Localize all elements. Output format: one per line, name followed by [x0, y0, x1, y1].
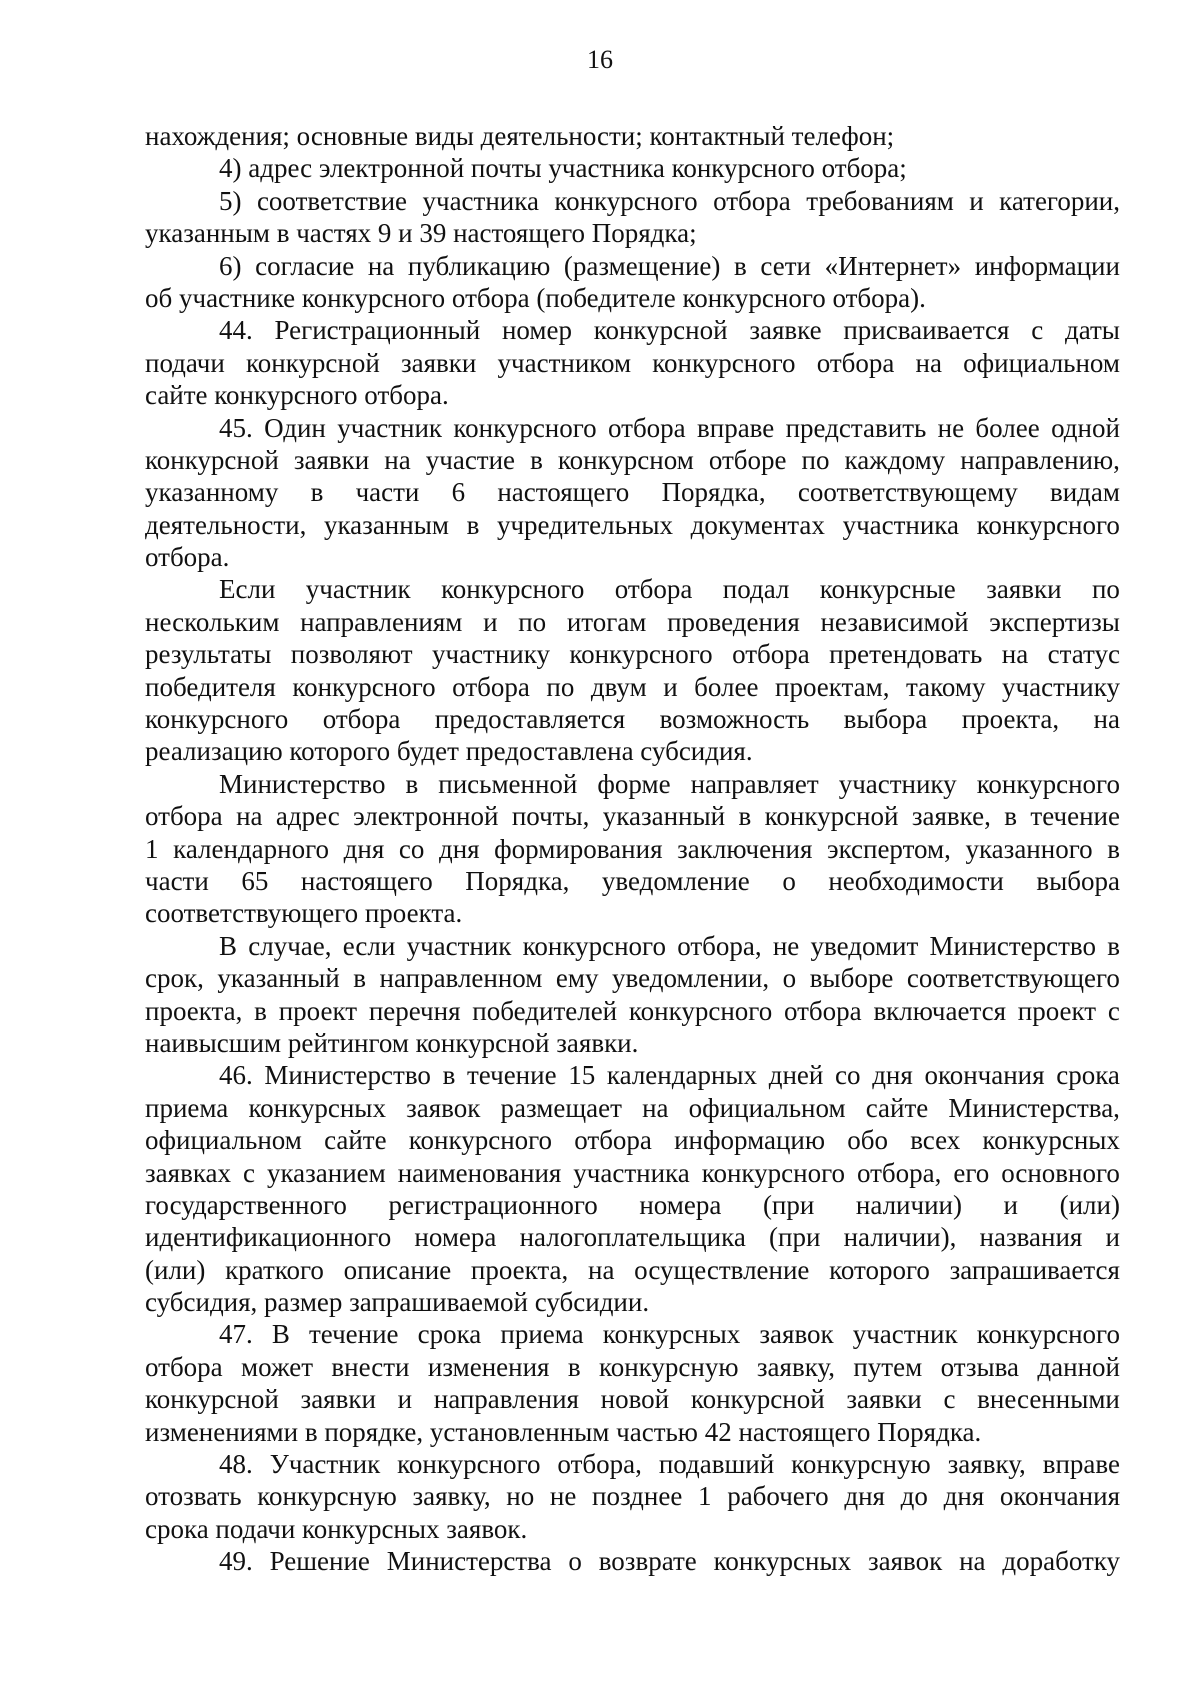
text-line: государственного регистрационного номера (при наличии) и (или) — [145, 1189, 1120, 1220]
text-line: (или) краткого описание проекта, на осуществление которого запрашивается — [145, 1254, 1120, 1285]
text-line: 5) соответствие участника конкурсного отбора требованиям и категории, — [219, 185, 1120, 216]
text-line: срока подачи конкурсных заявок. — [145, 1513, 528, 1544]
text-line: результаты позволяют участнику конкурсного отбора претендовать на статус — [145, 639, 1120, 670]
text-line: нескольким направлениям и по итогам проведения независимой экспертизы — [145, 606, 1120, 637]
text-line: нахождения; основные виды деятельности; контактный телефон; — [145, 121, 895, 151]
text-line: субсидия, размер запрашиваемой субсидии. — [145, 1287, 650, 1318]
text-line: подачи конкурсной заявки участником конкурсного отбора на официальном — [145, 347, 1120, 378]
text-line: реализацию которого будет предоставлена субсидия. — [145, 736, 753, 767]
text-line: сайте конкурсного отбора. — [145, 380, 449, 411]
text-line: указанным в частях 9 и 39 настоящего Порядка; — [145, 218, 697, 249]
text-line: приема конкурсных заявок размещает на официальном сайте Министерства, — [145, 1092, 1120, 1123]
text-line: 1 календарного дня со дня формирования заключения экспертом, указанного в — [145, 833, 1120, 864]
text-line: отбора. — [145, 542, 230, 573]
text-line: официальном сайте конкурсного отбора информацию обо всех конкурсных — [145, 1125, 1120, 1156]
text-line: заявках с указанием наименования участника конкурсного отбора, его основного — [145, 1157, 1120, 1188]
text-line: 46. Министерство в течение 15 календарных дней со дня окончания срока — [219, 1060, 1120, 1091]
text-line: деятельности, указанным в учредительных документах участника конкурсного — [145, 509, 1120, 540]
page-number: 16 — [587, 45, 613, 74]
text-line: отбора может внести изменения в конкурсную заявку, путем отзыва данной — [145, 1351, 1120, 1382]
text-line: соответствующего проекта. — [145, 898, 463, 929]
text-line: 6) согласие на публикацию (размещение) в сети «Интернет» информации — [219, 250, 1120, 281]
text-line: 4) адрес электронной почты участника конкурсного отбора; — [219, 153, 907, 184]
text-line: 45. Один участник конкурсного отбора вправе представить не более одной — [219, 412, 1120, 443]
text-line: конкурсной заявки и направления новой конкурсной заявки с внесенными — [145, 1384, 1120, 1415]
text-line: 49. Решение Министерства о возврате конкурсных заявок на доработку — [219, 1546, 1120, 1577]
text-line: победителя конкурсного отбора по двум и более проектам, такому участнику — [145, 671, 1120, 702]
text-line: конкурсной заявки на участие в конкурсном отборе по каждому направлению, — [145, 444, 1120, 475]
text-line: части 65 настоящего Порядка, уведомление о необходимости выбора — [145, 865, 1120, 896]
text-line: 47. В течение срока приема конкурсных заявок участник конкурсного — [219, 1319, 1120, 1350]
text-line: В случае, если участник конкурсного отбора, не уведомит Министерство в — [219, 930, 1120, 961]
text-line: срок, указанный в направленном ему уведомлении, о выборе соответствующего — [145, 963, 1120, 994]
text-line: отозвать конкурсную заявку, но не позднее 1 рабочего дня до дня окончания — [145, 1481, 1120, 1512]
text-line: изменениями в порядке, установленным частью 42 настоящего Порядка. — [145, 1416, 982, 1447]
text-line: конкурсного отбора предоставляется возможность выбора проекта, на — [145, 704, 1120, 735]
text-line: об участнике конкурсного отбора (победителе конкурсного отбора). — [145, 282, 926, 313]
text-line: 48. Участник конкурсного отбора, подавший конкурсную заявку, вправе — [219, 1449, 1120, 1480]
text-line: проекта, в проект перечня победителей конкурсного отбора включается проект с — [145, 995, 1120, 1026]
text-line: Если участник конкурсного отбора подал конкурсные заявки по — [219, 574, 1120, 605]
text-line: указанному в части 6 настоящего Порядка, соответствующему видам — [145, 477, 1120, 508]
body-text — [145, 120, 1120, 1578]
text-line: Министерство в письменной форме направляет участнику конкурсного — [219, 768, 1120, 799]
text-line: 44. Регистрационный номер конкурсной заявке присваивается с даты — [219, 315, 1120, 346]
text-line: наивысшим рейтингом конкурсной заявки. — [145, 1027, 639, 1058]
text-line: идентификационного номера налогоплательщика (при наличии), названия и — [145, 1222, 1120, 1253]
text-line: отбора на адрес электронной почты, указанный в конкурсной заявке, в течение — [145, 801, 1120, 832]
